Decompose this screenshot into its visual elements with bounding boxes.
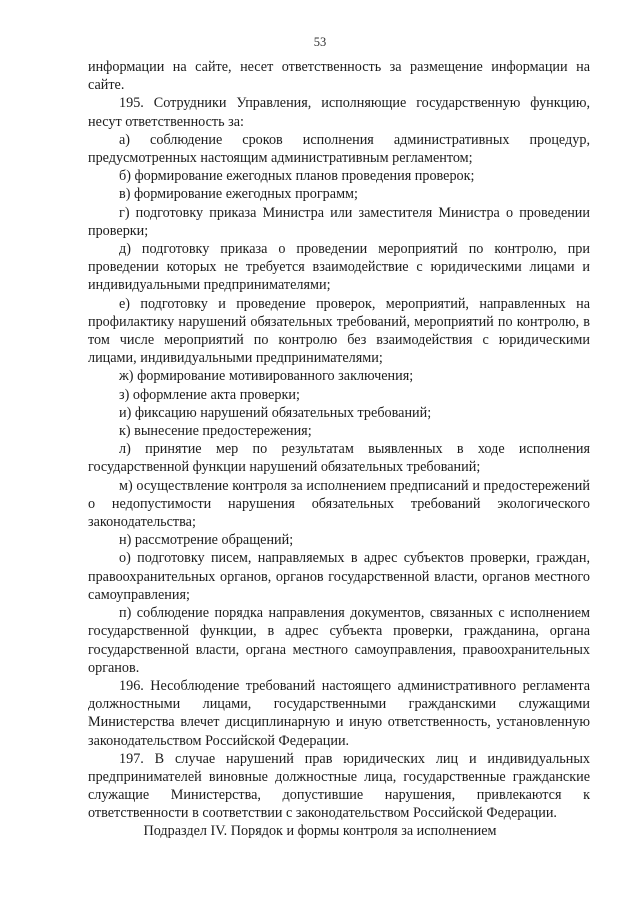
list-item-a: а) соблюдение сроков исполнения административных процедур, предусмотренных настоящим административным регламентом; xyxy=(88,131,590,167)
list-item-d: д) подготовку приказа о проведении мероприятий по контролю, при проведении которых не требуется взаимодействие с юридическими лицами и индивидуальными предпринимателями; xyxy=(88,241,590,294)
list-item-v: в) формирование ежегодных программ; xyxy=(119,186,358,203)
list-item-zh: ж) формирование мотивированного заключения; xyxy=(119,368,414,385)
list-item-m: м) осуществление контроля за исполнением предписаний и предостережений о недопустимости нарушения обязательных требований экологического законодательства; xyxy=(88,477,590,531)
list-item-i: и) фиксацию нарушений обязательных требований; xyxy=(119,404,432,421)
list-item-b: б) формирование ежегодных планов проведения проверок; xyxy=(119,168,475,185)
list-item-p: п) соблюдение порядка направления документов, связанных с исполнением государственной функции, в адрес субъекта проверки, гражданина, органа государственной власти, органа местного самоуправления, правоохранительных органов. xyxy=(88,605,590,676)
document-body xyxy=(88,58,590,823)
list-item-z: з) оформление акта проверки; xyxy=(119,386,300,403)
list-item-l: л) принятие мер по результатам выявленных в ходе исполнения государственной функции нарушений обязательных требований; xyxy=(88,441,590,476)
list-item-k: к) вынесение предостережения; xyxy=(119,423,312,440)
list-item-e: е) подготовку и проведение проверок, мероприятий, направленных на профилактику нарушений обязательных требований, мероприятий по контролю, в том числе мероприятий по контролю без взаимодействия с юридическими лицами, индивидуальными предпринимателями; xyxy=(88,295,590,367)
list-item-n: н) рассмотрение обращений; xyxy=(119,532,294,549)
paragraph-196: 196. Несоблюдение требований настоящего административного регламента должностными лицами, государственными гражданскими служащими Министерства влечет дисциплинарную и иную ответственность, установленную законодательством Российской Федерации. xyxy=(88,677,590,749)
list-item-g: г) подготовку приказа Министра или заместителя Министра о проведении проверки; xyxy=(88,204,590,239)
paragraph-197: 197. В случае нарушений прав юридических лиц и индивидуальных предпринимателей виновные должностные лица, государственные гражданские служащие Министерства, допустившие нарушения, привлекаются к ответственности в соответствии с законодательством Российской Федерации. xyxy=(88,750,590,822)
subsection-heading: Подраздел IV. Порядок и формы контроля за исполнением xyxy=(143,823,497,839)
paragraph-195: 195. Сотрудники Управления, исполняющие государственную функцию, несут ответственность за: xyxy=(88,95,590,130)
list-item-o: о) подготовку писем, направляемых в адрес субъектов проверки, граждан, правоохранительных органов, органов государственной власти, органов местного самоуправления; xyxy=(88,550,590,603)
paragraph-continuation: информации на сайте, несет ответственность за размещение информации на сайте. xyxy=(88,59,590,94)
page-number: 53 xyxy=(313,35,327,49)
